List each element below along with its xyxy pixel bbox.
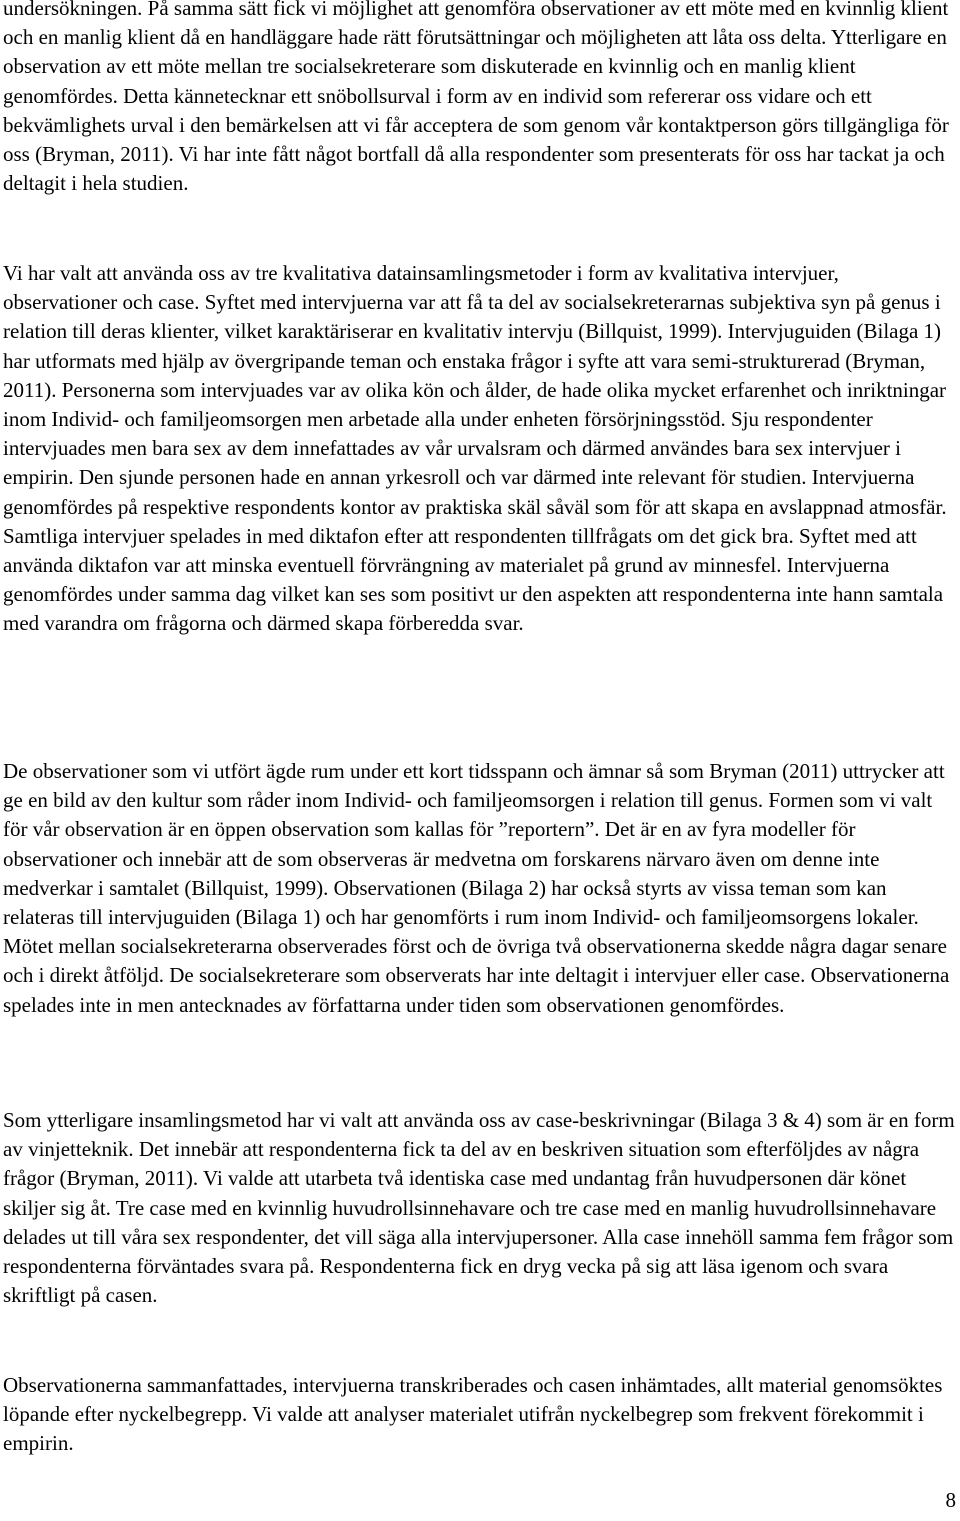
paragraph-sampling: undersökningen. På samma sätt fick vi möjlighet att genomföra observationer av ett möte med en kvinnlig klient och en manlig klient då en handläggare hade rätt förutsättningar och möjligheten att låta oss delta. Ytterligare en observation av ett möte mellan tre socialsekreterare som diskuterade en kvinnlig och en manlig klient genomfördes. Detta kännetecknar ett snöbollsurval i form av en individ som refererar oss vidare och ett bekvämlighets urval i den bemärkelsen att vi får acceptera de som genom vår kontaktperson görs tillgängliga för oss (Bryman, 2011). Vi har inte fått något bortfall då alla respondenter som presenterats för oss har tackat ja och deltagit i hela studien. bbox=[3, 0, 949, 196]
paragraph-case-descriptions: Som ytterligare insamlingsmetod har vi valt att använda oss av case-beskrivningar (Bilaga 3 & 4) som är en form av vinjetteknik. Det innebär att respondenterna fick ta del av en beskriven situation som efterföljdes av några frågor (Bryman, 2011). Vi valde att utarbeta två identiska case med undantag från huvudpersonen där könet skiljer sig åt. Tre case med en kvinnlig huvudrollsinnehavare och tre case med en manlig huvudrollsinnehavare delades ut till våra sex respondenter, det vill säga alla intervjupersoner. Alla case innehöll samma fem frågor som respondenterna förväntades svara på. Respondenterna fick en dryg vecka på sig att läsa igenom och svara skriftligt på casen. bbox=[3, 1108, 955, 1308]
page-number: 8 bbox=[945, 1488, 956, 1512]
paragraph-interviews: Vi har valt att använda oss av tre kvalitativa datainsamlingsmetoder i form av kvalitativa intervjuer, observationer och case. Syftet med intervjuerna var att få ta del av socialsekreterarnas subjektiva syn på genus i relation till deras klienter, vilket karaktäriserar en kvalitativ intervju (Billquist, 1999). Intervjuguiden (Bilaga 1) har utformats med hjälp av övergripande teman och enstaka frågor i syfte att vara semi-strukturerad (Bryman, 2011). Personerna som intervjuades var av olika kön och ålder, de hade olika mycket erfarenhet och inriktningar inom Individ- och familjeomsorgen men arbetade alla under enheten försörjningsstöd. Sju respondenter intervjuades men bara sex av dem innefattades av vår urvalsram och därmed användes bara sex intervjuer i empirin. Den sjunde personen hade en annan yrkesroll och var därmed inte relevant för studien. Intervjuerna genomfördes på respektive respondents kontor av praktiska skäl såväl som för att skapa en avslappnad atmosfär. Samtliga intervjuer spelades in med diktafon efter att respondenten tillfrågats om det gick bra. Syftet med att använda diktafon var att minska eventuell förvrängning av materialet på grund av minnesfel. Intervjuerna genomfördes under samma dag vilket kan ses som positivt ur den aspekten att respondenterna inte hann samtala med varandra om frågorna och därmed skapa förberedda svar. bbox=[3, 261, 947, 636]
paragraph-observations: De observationer som vi utfört ägde rum under ett kort tidsspann och ämnar så som Bryman (2011) uttrycker att ge en bild av den kultur som råder inom Individ- och familjeomsorgen i relation till genus. Formen som vi valt för vår observation är en öppen observation som kallas för ”reportern”. Det är en av fyra modeller för observationer och innebär att de som observeras är medvetna om forskarens närvaro även om denne inte medverkar i samtalet (Billquist, 1999). Observationen (Bilaga 2) har också styrts av vissa teman som kan relateras till intervjuguiden (Bilaga 1) och har genomförts i rum inom Individ- och familjeomsorgens lokaler. Mötet mellan socialsekreterarna observerades först och de övriga två observationerna skedde några dagar senare och i direkt åtföljd. De socialsekreterare som observerats har inte deltagit i intervjuer eller case. Observationerna spelades inte in men antecknades av författarna under tiden som observationen genomfördes. bbox=[3, 759, 950, 1017]
paragraph-analysis: Observationerna sammanfattades, intervjuerna transkriberades och casen inhämtades, allt material genomsöktes löpande efter nyckelbegrepp. Vi valde att analyser materialet utifrån nyckelbegrep som frekvent förekommit i empirin. bbox=[3, 1373, 943, 1456]
